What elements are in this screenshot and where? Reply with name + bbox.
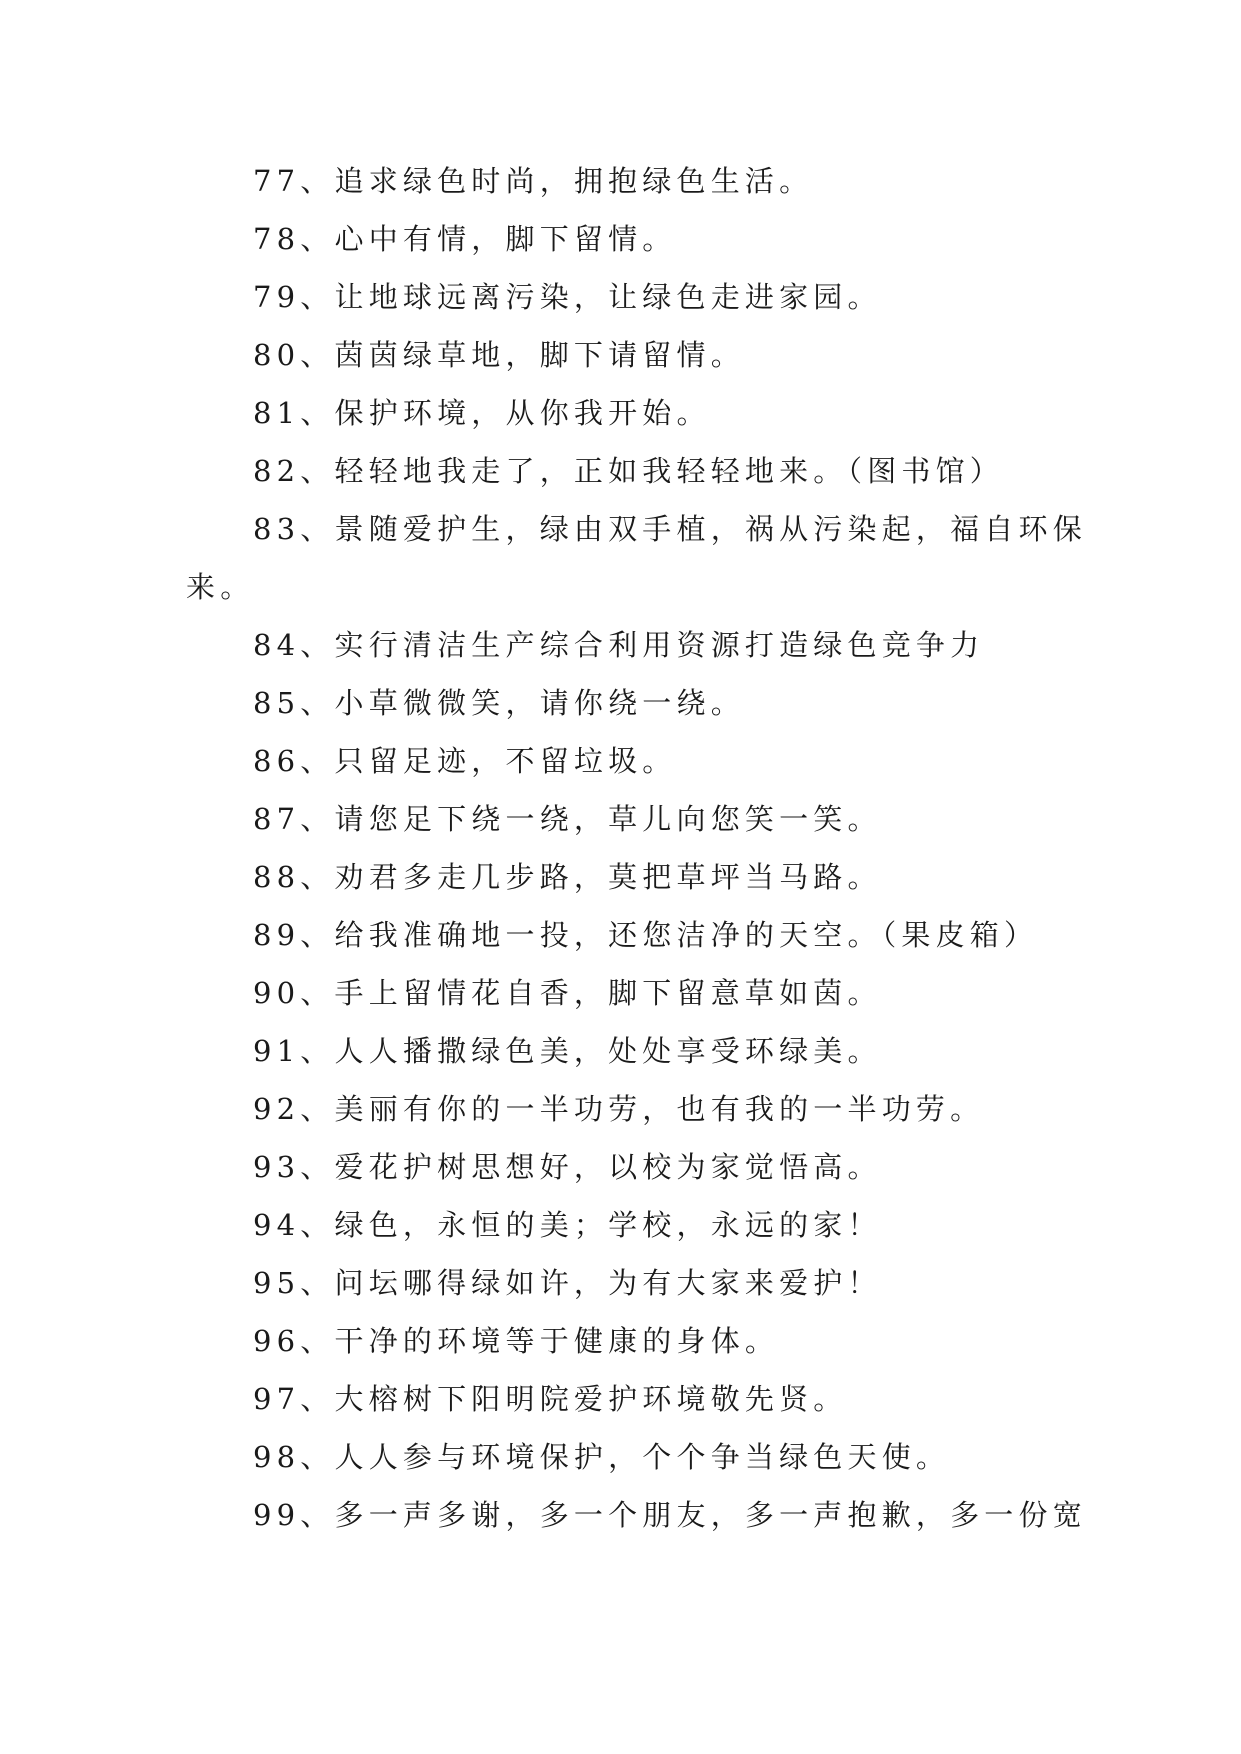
slogan-line: 82、轻轻地我走了，正如我轻轻地来。（图书馆）: [253, 454, 1005, 488]
slogan-line: 91、人人播撒绿色美，处处享受环绿美。: [253, 1034, 882, 1068]
slogan-line: 85、小草微微笑，请你绕一绕。: [253, 686, 745, 720]
slogan-line-continuation: 来。: [186, 570, 255, 604]
slogan-line: 77、追求绿色时尚，拥抱绿色生活。: [253, 164, 814, 198]
slogan-line: 95、问坛哪得绿如许，为有大家来爱护！: [253, 1266, 882, 1300]
slogan-line: 94、绿色，永恒的美；学校，永远的家！: [253, 1208, 882, 1242]
slogan-line: 80、茵茵绿草地，脚下请留情。: [253, 338, 745, 372]
slogan-line: 78、心中有情，脚下留情。: [253, 222, 677, 256]
slogan-line: 83、景随爱护生，绿由双手植，祸从污染起，福自环保: [253, 512, 1087, 546]
slogan-line: 84、实行清洁生产综合利用资源打造绿色竞争力: [253, 628, 985, 662]
slogan-line: 99、多一声多谢，多一个朋友，多一声抱歉，多一份宽: [253, 1498, 1087, 1532]
slogan-line: 86、只留足迹，不留垃圾。: [253, 744, 677, 778]
slogan-line: 90、手上留情花自香，脚下留意草如茵。: [253, 976, 882, 1010]
slogan-line: 97、大榕树下阳明院爱护环境敬先贤。: [253, 1382, 848, 1416]
slogan-line: 96、干净的环境等于健康的身体。: [253, 1324, 780, 1358]
slogan-line: 98、人人参与环境保护，个个争当绿色天使。: [253, 1440, 951, 1474]
slogan-line: 81、保护环境，从你我开始。: [253, 396, 711, 430]
slogan-line: 92、美丽有你的一半功劳，也有我的一半功劳。: [253, 1092, 985, 1126]
slogan-line: 93、爱花护树思想好，以校为家觉悟高。: [253, 1150, 882, 1184]
slogan-line: 87、请您足下绕一绕，草儿向您笑一笑。: [253, 802, 882, 836]
slogan-line: 79、让地球远离污染，让绿色走进家园。: [253, 280, 882, 314]
slogan-line: 88、劝君多走几步路，莫把草坪当马路。: [253, 860, 882, 894]
slogan-list: [186, 152, 1087, 1544]
slogan-line: 89、给我准确地一投，还您洁净的天空。（果皮箱）: [253, 918, 1039, 952]
